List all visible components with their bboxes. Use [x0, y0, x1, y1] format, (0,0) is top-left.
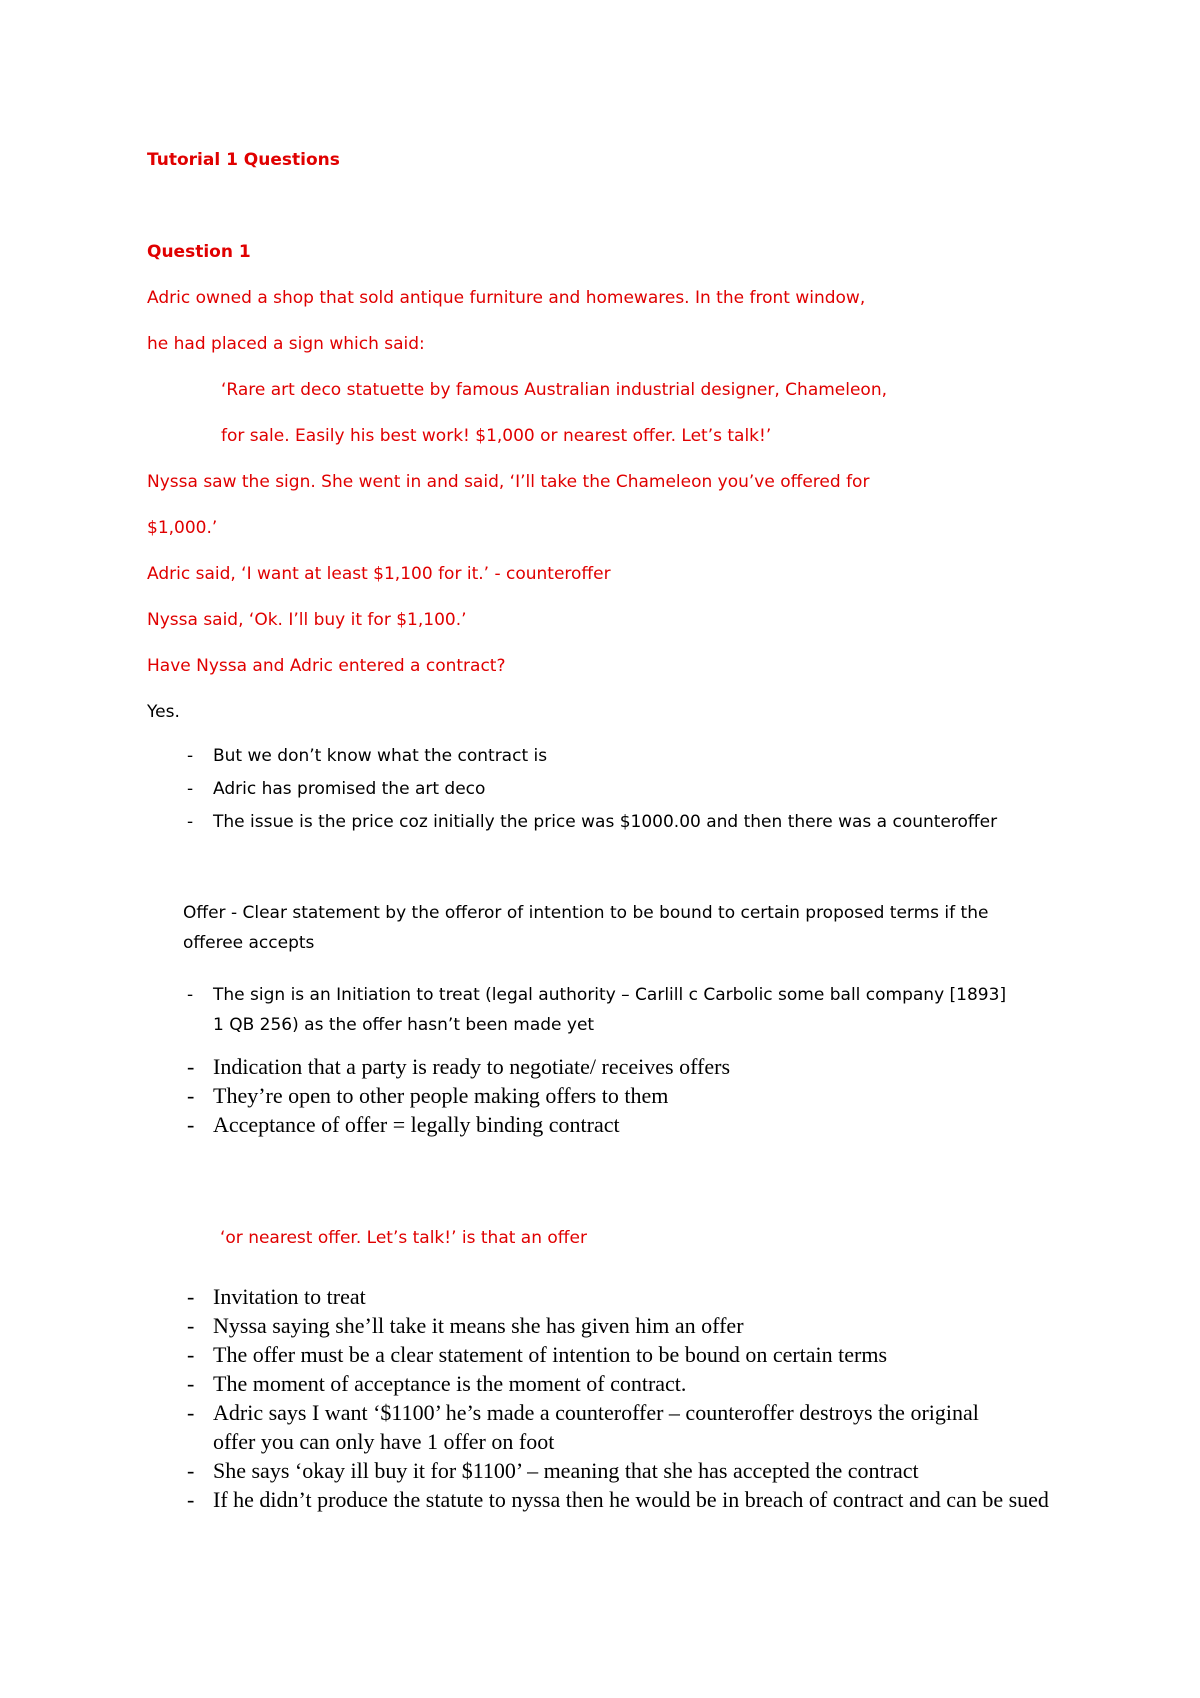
story-line: Have Nyssa and Adric entered a contract?: [147, 656, 506, 676]
list-item: - Nyssa saying she’ll take it means she has given him an offer: [187, 1313, 744, 1338]
question-1-heading: Question 1: [147, 242, 251, 262]
list-item: - Acceptance of offer = legally binding contract: [187, 1112, 620, 1137]
bullet-marker: -: [187, 1083, 195, 1108]
sign-quote-line: ‘Rare art deco statuette by famous Australian industrial designer, Chameleon,: [221, 380, 888, 400]
bullet-marker: -: [187, 1313, 195, 1338]
bullet-marker: -: [187, 1371, 195, 1396]
offer-definition: offeree accepts: [183, 933, 315, 953]
story-line: Nyssa saw the sign. She went in and said, ‘I’ll take the Chameleon you’ve offered for: [147, 472, 870, 492]
answer-yes: Yes.: [147, 702, 180, 722]
sign-bullet-list: [140, 980, 1140, 1040]
bullet-marker: -: [187, 1458, 195, 1483]
nearest-offer-question: ‘or nearest offer. Let’s talk!’ is that an offer: [220, 1228, 587, 1248]
list-item: - They’re open to other people making offers to them: [187, 1083, 669, 1108]
list-item: - The moment of acceptance is the moment of contract.: [187, 1371, 687, 1396]
analysis-bullet-list: [140, 1282, 1049, 1514]
list-item: - Indication that a party is ready to negotiate/ receives offers: [187, 1054, 730, 1079]
list-item: - The offer must be a clear statement of intention to be bound on certain terms: [187, 1342, 888, 1367]
invitation-bullet-list: [140, 1052, 1140, 1139]
story-line: $1,000.’: [147, 518, 218, 538]
bullet-marker: -: [187, 1284, 195, 1309]
bullet-marker: -: [187, 1054, 195, 1079]
list-item: 1 QB 256) as the offer hasn’t been made yet: [213, 1015, 595, 1035]
bullet-marker: -: [187, 1400, 195, 1425]
list-item: - If he didn’t produce the statute to nyssa then he would be in breach of contract and can be sued: [187, 1487, 1049, 1512]
document-title: Tutorial 1 Questions: [147, 150, 340, 170]
bullet-marker: -: [187, 1112, 195, 1137]
bullet-marker: -: [187, 985, 194, 1005]
bullet-marker: -: [187, 1487, 195, 1512]
bullet-marker: -: [187, 812, 194, 832]
question-text-line: Adric owned a shop that sold antique furniture and homewares. In the front window,: [147, 288, 866, 308]
question-text-line: he had placed a sign which said:: [147, 334, 425, 354]
bullet-marker: -: [187, 779, 194, 799]
sign-quote-line: for sale. Easily his best work! $1,000 or nearest offer. Let’s talk!’: [221, 426, 772, 446]
story-line: Adric said, ‘I want at least $1,100 for it.’ - counteroffer: [147, 564, 611, 584]
list-item: - She says ‘okay ill buy it for $1100’ – meaning that she has accepted the contract: [187, 1458, 919, 1483]
bullet-marker: -: [187, 746, 194, 766]
list-item: - Adric says I want ‘$1100’ he’s made a counteroffer – counteroffer destroys the original offer you can only have 1 offer on foot: [187, 1400, 979, 1454]
list-item: - The sign is an Initiation to treat (legal authority – Carlill c Carbolic some ball company [1893]: [140, 980, 1140, 1010]
bullet-marker: -: [187, 1342, 195, 1367]
offer-definition: Offer - Clear statement by the offeror of intention to be bound to certain proposed terms if the: [183, 903, 989, 923]
story-line: Nyssa said, ‘Ok. I’ll buy it for $1,100.’: [147, 610, 467, 630]
list-item: - The issue is the price coz initially the price was $1000.00 and then there was a counteroffer: [140, 806, 1140, 839]
list-item: - Invitation to treat: [187, 1284, 366, 1309]
list-item: - But we don’t know what the contract is: [140, 740, 1140, 773]
list-item: - Adric has promised the art deco: [140, 773, 1140, 806]
answer-bullet-list: [140, 740, 1140, 839]
